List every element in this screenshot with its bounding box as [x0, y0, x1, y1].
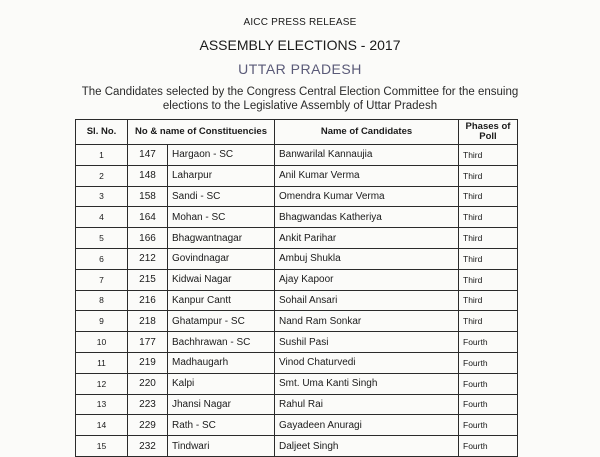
constituency-name-cell: Govindnagar: [168, 248, 275, 269]
sl-number-cell: 9: [76, 311, 128, 332]
poll-phase-cell: Third: [459, 228, 518, 249]
constituency-name-cell: Madhaugarh: [168, 352, 275, 373]
table-row: [76, 290, 518, 311]
phase-header: [459, 120, 518, 145]
candidate-name-cell: Ankit Parihar: [275, 228, 459, 249]
poll-phase-cell: Third: [459, 165, 518, 186]
table-row: [76, 207, 518, 228]
constituency-number-cell: 223: [128, 394, 168, 415]
candidate-name-cell: Daljeet Singh: [275, 436, 459, 457]
sl-number-cell: 3: [76, 186, 128, 207]
constituency-name-cell: Sandi - SC: [168, 186, 275, 207]
poll-phase-cell: Fourth: [459, 352, 518, 373]
press-release-label: AICC PRESS RELEASE: [243, 17, 357, 28]
constituency-number-cell: 220: [128, 373, 168, 394]
constituency-number-cell: 216: [128, 290, 168, 311]
poll-phase-cell: Third: [459, 290, 518, 311]
table-row: [76, 394, 518, 415]
constituency-name-cell: Laharpur: [168, 165, 275, 186]
poll-phase-cell: Third: [459, 311, 518, 332]
constituency-name-cell: Kanpur Cantt: [168, 290, 275, 311]
constituency-name-cell: Rath - SC: [168, 415, 275, 436]
sl-number-cell: 15: [76, 436, 128, 457]
sl-number-cell: 11: [76, 352, 128, 373]
constituency-name-cell: Bhagwantnagar: [168, 228, 275, 249]
sl-number-cell: 8: [76, 290, 128, 311]
sl-number-cell: 12: [76, 373, 128, 394]
constituency-name-cell: Bachhrawan - SC: [168, 332, 275, 353]
constituency-number-cell: 215: [128, 269, 168, 290]
constituency-name-cell: Kidwai Nagar: [168, 269, 275, 290]
constituency-header: No & name of Constituencies: [128, 120, 275, 145]
poll-phase-cell: Fourth: [459, 436, 518, 457]
sl-number-cell: 10: [76, 332, 128, 353]
table-row: [76, 269, 518, 290]
candidate-name-cell: Ajay Kapoor: [275, 269, 459, 290]
table-row: [76, 145, 518, 166]
candidates-table: [75, 119, 518, 457]
sl-number-cell: 7: [76, 269, 128, 290]
poll-phase-cell: Fourth: [459, 332, 518, 353]
candidate-name-cell: Omendra Kumar Verma: [275, 186, 459, 207]
poll-phase-cell: Third: [459, 269, 518, 290]
sl-no-header: Sl. No.: [76, 120, 128, 145]
constituency-number-cell: 148: [128, 165, 168, 186]
constituency-name-cell: Hargaon - SC: [168, 145, 275, 166]
sl-number-cell: 13: [76, 394, 128, 415]
intro-line-1: The Candidates selected by the Congress Central Election Committee for the ensuing: [81, 86, 519, 98]
table-row: [76, 311, 518, 332]
candidate-name-cell: Gayadeen Anuragi: [275, 415, 459, 436]
constituency-number-cell: 218: [128, 311, 168, 332]
poll-phase-cell: Fourth: [459, 394, 518, 415]
table-row: [76, 186, 518, 207]
candidate-header: Name of Candidates: [275, 120, 459, 145]
candidate-name-cell: Sohail Ansari: [275, 290, 459, 311]
candidate-name-cell: Anil Kumar Verma: [275, 165, 459, 186]
candidate-name-cell: Sushil Pasi: [275, 332, 459, 353]
constituency-name-cell: Jhansi Nagar: [168, 394, 275, 415]
candidate-name-cell: Ambuj Shukla: [275, 248, 459, 269]
sl-number-cell: 1: [76, 145, 128, 166]
candidate-name-cell: Vinod Chaturvedi: [275, 352, 459, 373]
constituency-number-cell: 212: [128, 248, 168, 269]
constituency-number-cell: 166: [128, 228, 168, 249]
table-row: [76, 415, 518, 436]
constituency-number-cell: 232: [128, 436, 168, 457]
table-row: [76, 248, 518, 269]
intro-text: [0, 85, 600, 113]
table-row: [76, 165, 518, 186]
sl-number-cell: 2: [76, 165, 128, 186]
candidate-name-cell: Smt. Uma Kanti Singh: [275, 373, 459, 394]
poll-phase-cell: Third: [459, 248, 518, 269]
table-row: [76, 352, 518, 373]
poll-phase-cell: Third: [459, 207, 518, 228]
phase-header-line-2: Poll: [479, 131, 497, 142]
sl-number-cell: 4: [76, 207, 128, 228]
sl-number-cell: 6: [76, 248, 128, 269]
intro-line-2: elections to the Legislative Assembly of Uttar Pradesh: [162, 100, 438, 112]
constituency-name-cell: Tindwari: [168, 436, 275, 457]
constituency-name-cell: Mohan - SC: [168, 207, 275, 228]
constituency-name-cell: Ghatampur - SC: [168, 311, 275, 332]
constituency-number-cell: 158: [128, 186, 168, 207]
constituency-number-cell: 219: [128, 352, 168, 373]
phase-header-line-1: Phases of: [465, 121, 511, 132]
table-row: [76, 373, 518, 394]
candidate-name-cell: Banwarilal Kannaujia: [275, 145, 459, 166]
candidate-name-cell: Bhagwandas Katheriya: [275, 207, 459, 228]
poll-phase-cell: Third: [459, 145, 518, 166]
constituency-number-cell: 164: [128, 207, 168, 228]
constituency-number-cell: 147: [128, 145, 168, 166]
state-title: UTTAR PRADESH: [238, 61, 362, 77]
candidate-name-cell: Nand Ram Sonkar: [275, 311, 459, 332]
sl-number-cell: 5: [76, 228, 128, 249]
candidate-name-cell: Rahul Rai: [275, 394, 459, 415]
poll-phase-cell: Third: [459, 186, 518, 207]
table-row: [76, 436, 518, 457]
poll-phase-cell: Fourth: [459, 373, 518, 394]
constituency-name-cell: Kalpi: [168, 373, 275, 394]
elections-title: ASSEMBLY ELECTIONS - 2017: [199, 37, 401, 53]
table-header-row: [76, 120, 518, 145]
table-row: [76, 332, 518, 353]
table-row: [76, 228, 518, 249]
constituency-number-cell: 229: [128, 415, 168, 436]
constituency-number-cell: 177: [128, 332, 168, 353]
sl-number-cell: 14: [76, 415, 128, 436]
poll-phase-cell: Fourth: [459, 415, 518, 436]
